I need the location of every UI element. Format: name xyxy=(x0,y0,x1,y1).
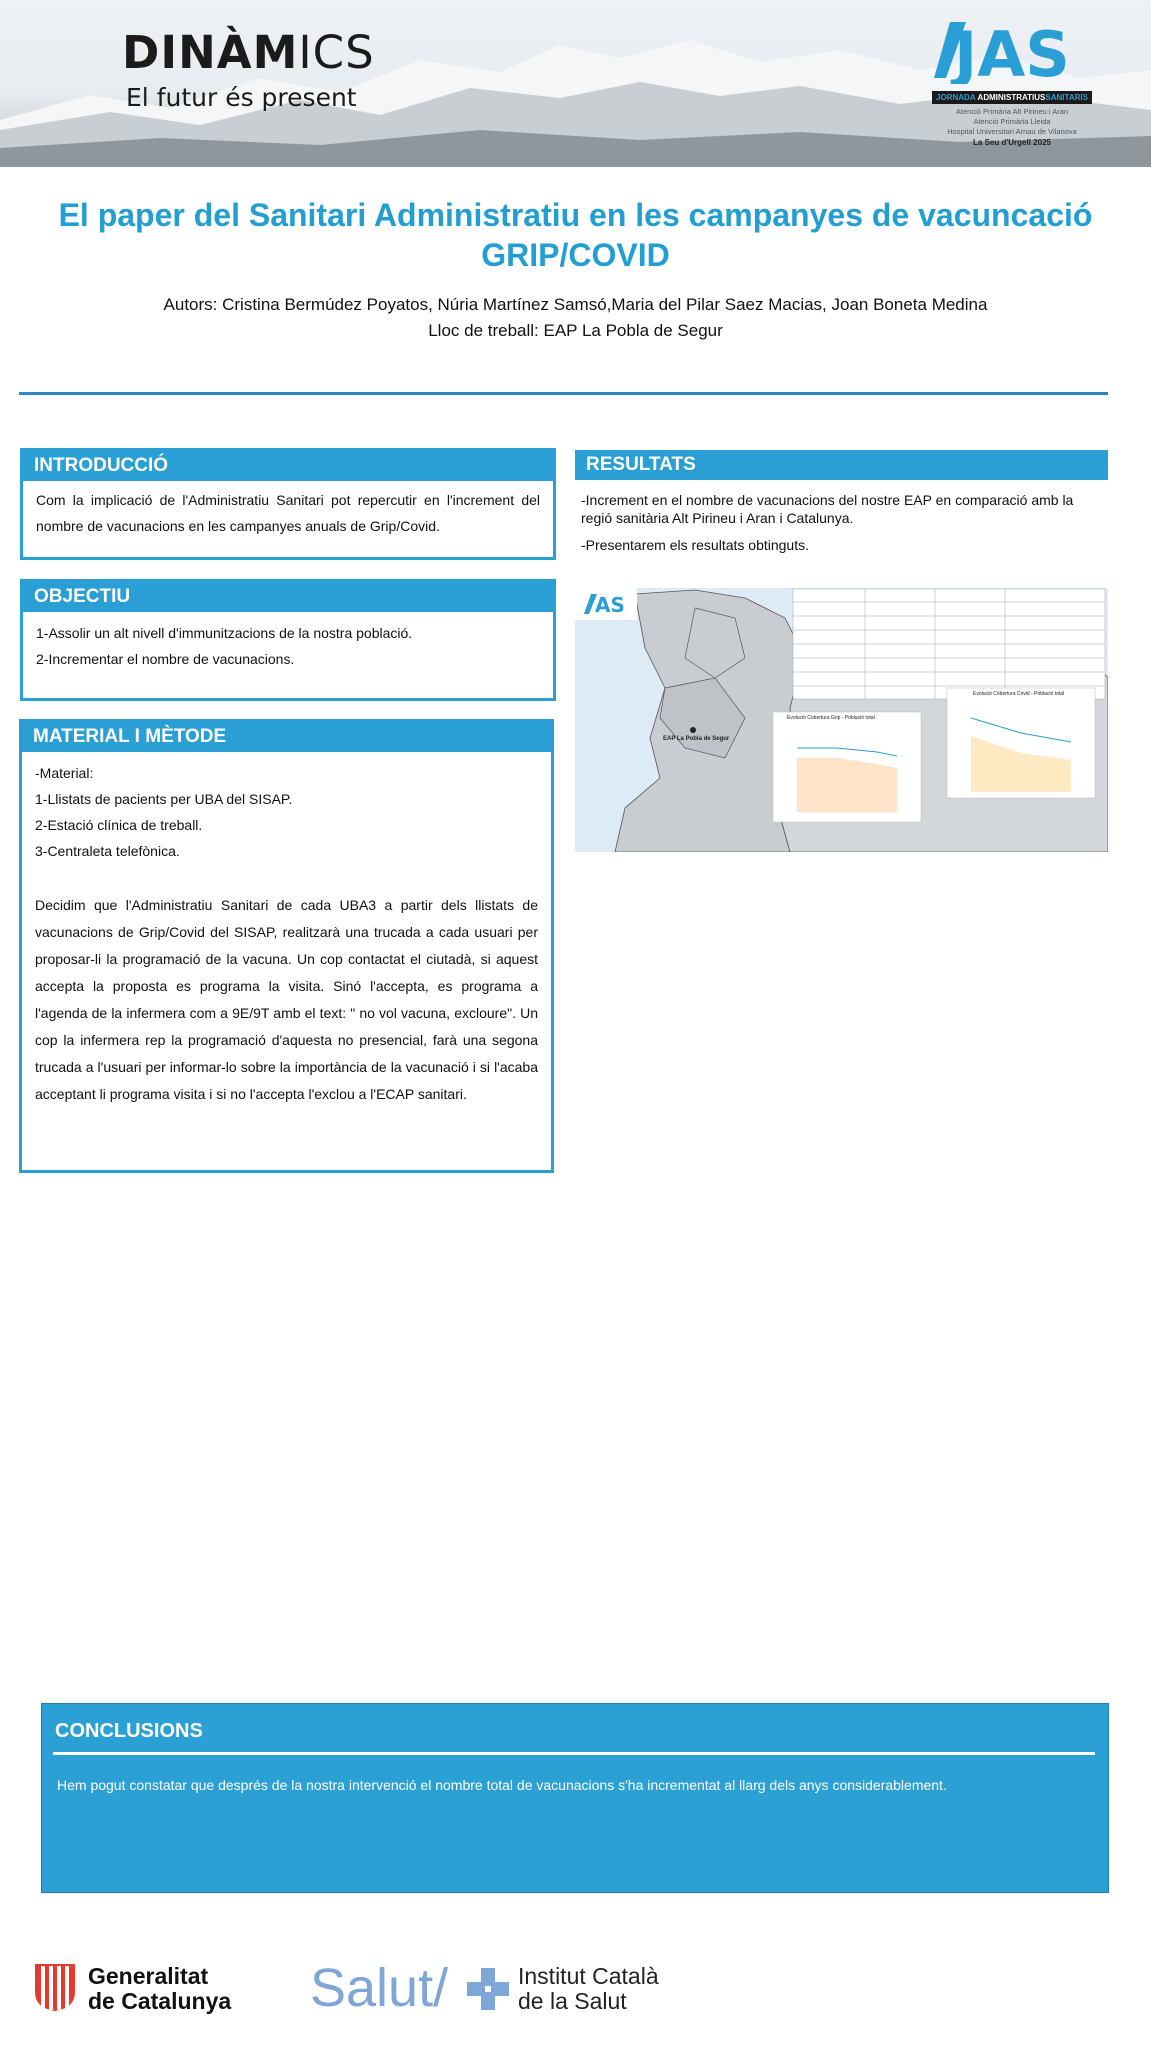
logo-tagline: El futur és present xyxy=(126,83,357,112)
objectiu-heading: OBJECTIU xyxy=(23,582,553,612)
chart-grip-title: Evolució Cobertura Grip - Població total xyxy=(787,715,875,721)
material-section xyxy=(19,719,554,1173)
conclusions-divider xyxy=(53,1752,1095,1755)
conclusions-text: Hem pogut constatar que després de la nostra intervenció el nombre total de vacunacions s'ha incrementat al llarg dels anys considerablement. xyxy=(57,1777,947,1793)
objectiu-item: 2-Incrementar el nombre de vacunacions. xyxy=(36,651,295,667)
header-banner xyxy=(0,0,1151,167)
jas-place: La Seu d'Urgell 2025 xyxy=(973,138,1051,148)
authors-block xyxy=(0,292,1151,344)
conclusions-heading: CONCLUSIONS xyxy=(55,1720,203,1742)
jas-line2: Atenció Primària Lleida xyxy=(973,116,1051,126)
results-figure xyxy=(575,588,1108,852)
svg-text:AS: AS xyxy=(595,593,625,617)
resultats-line: -Increment en el nombre de vacunacions del nostre EAP en comparació amb la regió sanitària Alt Pirineu i Aran i Catalunya. xyxy=(581,492,1074,526)
resultats-text xyxy=(581,491,1105,554)
gencat-line2: de Catalunya xyxy=(88,1988,232,2014)
dinamics-logo xyxy=(122,26,375,112)
resultats-heading: RESULTATS xyxy=(575,450,1108,480)
jas-bar-c: SANITARIS xyxy=(1045,93,1088,102)
resultats-line: -Presentarem els resultats obtinguts. xyxy=(581,537,809,553)
resultats-section xyxy=(575,450,1108,480)
jas-bar-a: JORNADA xyxy=(936,93,976,102)
senyera-icon xyxy=(33,1962,77,2012)
jas-bar-b: ADMINISTRATIUS xyxy=(977,93,1046,102)
objectiu-section xyxy=(20,579,556,701)
results-table xyxy=(793,589,1105,699)
logo-word-light: ICS xyxy=(298,26,375,79)
title-divider xyxy=(19,392,1108,395)
material-line: 3-Centraleta telefònica. xyxy=(35,843,180,859)
ics-line2: de la Salut xyxy=(518,1988,627,2014)
gencat-line1: Generalitat xyxy=(88,1963,209,1989)
logo-word-bold: DINÀM xyxy=(122,26,299,79)
workplace: Lloc de treball: EAP La Pobla de Segur xyxy=(428,321,723,340)
introduccio-text: Com la implicació de l'Administratiu Sanitari pot repercutir en l'increment del nombre de vacunacions en les campanyes anuals de Grip/Covid. xyxy=(36,492,540,534)
jas-line3: Hospital Universitari Arnau de Vilanova xyxy=(947,126,1077,136)
introduccio-heading: INTRODUCCIÓ xyxy=(23,451,553,481)
material-line: 1-Llistats de pacients per UBA del SISAP. xyxy=(35,791,293,807)
jas-logo-mark xyxy=(932,18,1092,84)
chart-covid xyxy=(947,688,1095,798)
chart-covid-title: Evolució Cobertura Covid - Població total xyxy=(973,691,1065,697)
page-title: El paper del Sanitari Administratiu en les campanyes de vacuncació GRIP/COVID xyxy=(58,197,1093,273)
map-label: EAP La Pobla de Segur xyxy=(663,736,730,742)
jas-line1: Atenció Primària Alt Pirineu i Aran xyxy=(955,107,1069,116)
material-paragraph: Decidim que l'Administratiu Sanitari de cada UBA3 a partir dels llistats de vacunacions de Grip/Covid del SISAP, realitzarà una trucada a cada usuari per proposar-li la programació de la vacuna. Un cop contactat el ciutadà, si aquest accepta la proposta es programa la visita. Sinó l'accepta, es programa a l'agenda de la infermera com a 9E/9T amb el text: " no vol vacuna, excloure". Un cop la infermera rep la programació d'aquesta no presencial, farà una segona trucada a l'usuari per informar-lo sobre la importància de la vacunació i si l'acaba acceptant li programa visita i si no l'accepta l'exclou a l'ECAP sanitari. xyxy=(35,897,538,1102)
material-line: -Material: xyxy=(35,765,94,781)
chart-grip xyxy=(773,712,921,822)
jas-logo xyxy=(932,18,1092,147)
jas-bar xyxy=(932,91,1092,104)
ics-line1: Institut Català xyxy=(518,1963,659,1989)
authors: Autors: Cristina Bermúdez Poyatos, Núria Martínez Samsó,Maria del Pilar Saez Macias, Joan Boneta Medina xyxy=(163,295,988,314)
objectiu-item: 1-Assolir un alt nivell d'immunitzacions de la nostra població. xyxy=(36,625,413,641)
material-heading: MATERIAL I MÈTODE xyxy=(22,722,551,752)
salut-word: Salut/ xyxy=(310,1958,449,2018)
jas-letters: JAS xyxy=(954,18,1070,84)
map-marker xyxy=(690,727,696,733)
material-line: 2-Estació clínica de treball. xyxy=(35,817,203,833)
conclusions-section xyxy=(41,1703,1109,1893)
introduccio-section xyxy=(20,448,556,560)
ics-cross-icon xyxy=(465,1966,511,2012)
